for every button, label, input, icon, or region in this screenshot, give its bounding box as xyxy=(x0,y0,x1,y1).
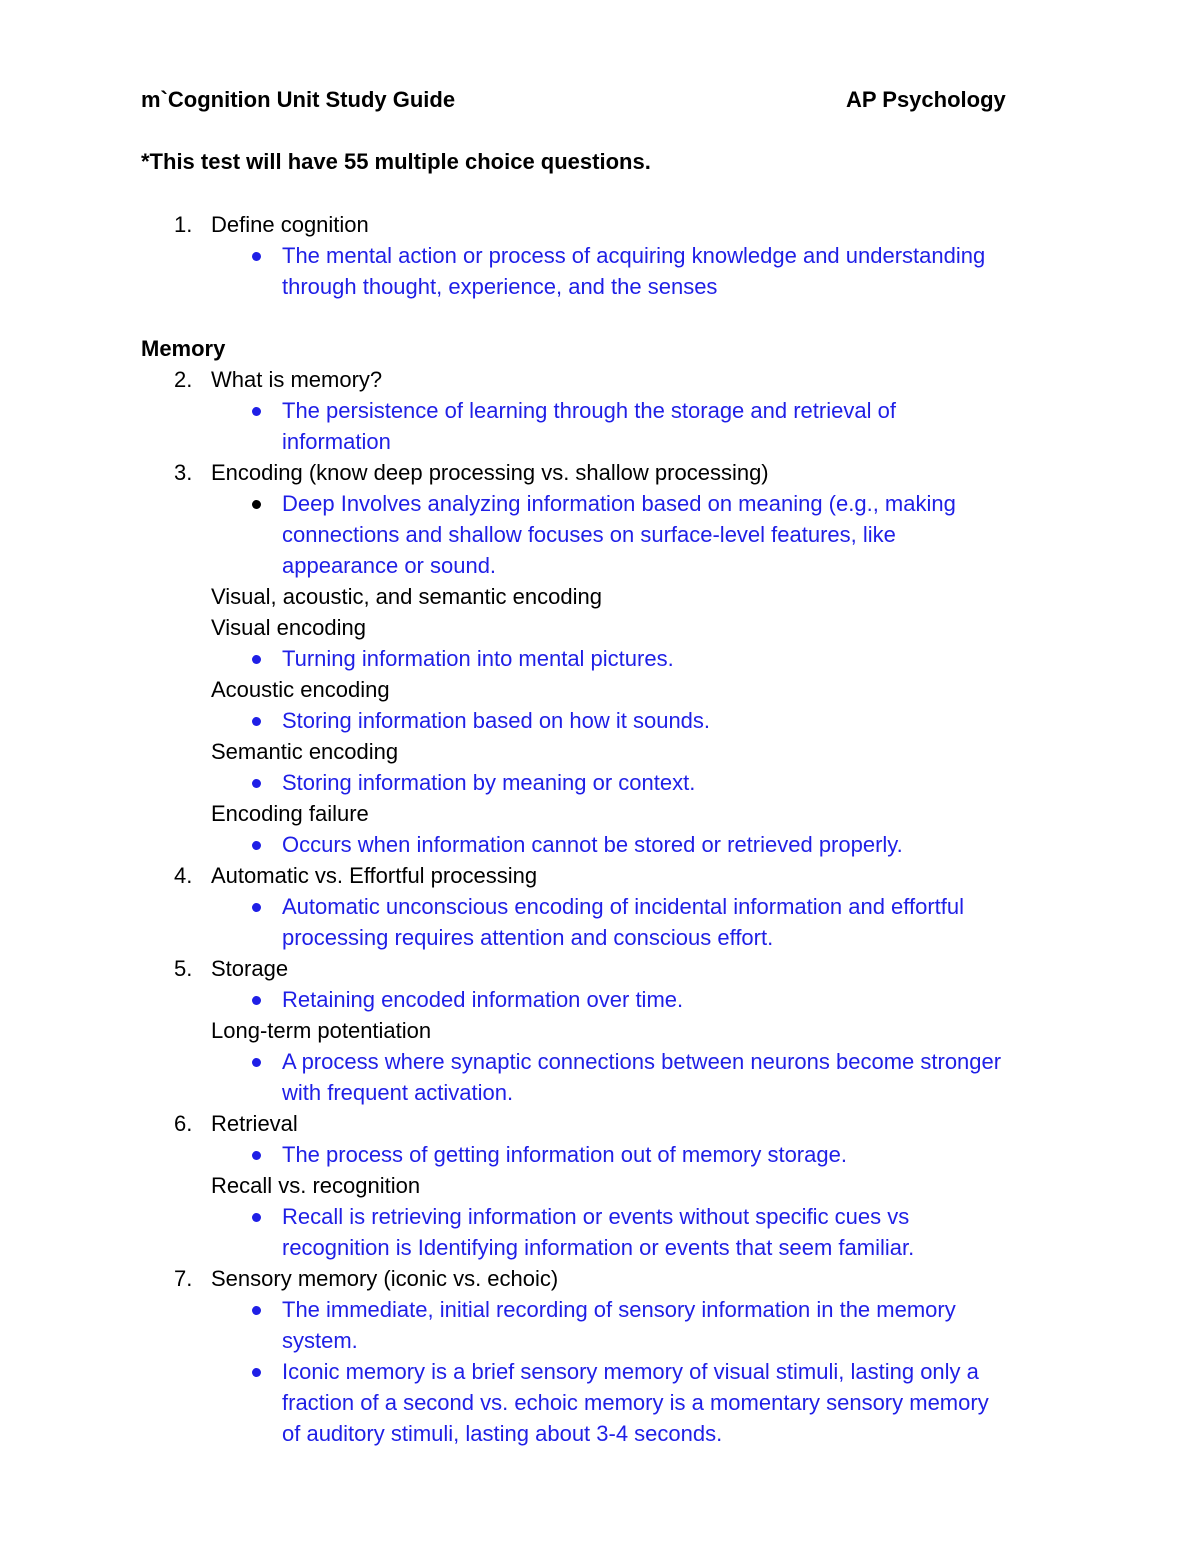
answer-item xyxy=(141,488,1081,519)
question-number: 7. xyxy=(174,1266,193,1291)
subtopic-label: Recall vs. recognition xyxy=(211,1173,421,1198)
answer-item xyxy=(141,643,1081,674)
answer-line: appearance or sound. xyxy=(282,553,497,578)
question-2 xyxy=(141,364,1081,395)
bullet-icon xyxy=(252,407,261,416)
answer-line: Automatic unconscious encoding of incidental information and effortful xyxy=(282,894,965,919)
question-number: 4. xyxy=(174,863,193,888)
bullet-icon xyxy=(252,996,261,1005)
subtopic-label: Long-term potentiation xyxy=(211,1018,432,1043)
answer-item xyxy=(141,1201,1081,1232)
bullet-icon xyxy=(252,655,261,664)
answer-line-cont xyxy=(141,922,1081,953)
answer-line-cont xyxy=(141,1418,1081,1449)
question-number: 6. xyxy=(174,1111,193,1136)
answer-line: connections and shallow focuses on surface-level features, like xyxy=(282,522,896,547)
question-text: Retrieval xyxy=(211,1111,298,1136)
answer-line: Iconic memory is a brief sensory memory of visual stimuli, lasting only a xyxy=(282,1359,979,1384)
subtopic xyxy=(141,736,1081,767)
answer-line-cont xyxy=(141,519,1081,550)
answer-item xyxy=(141,240,1081,271)
bullet-icon xyxy=(252,1213,261,1222)
subtopic xyxy=(141,798,1081,829)
answer-line-cont xyxy=(141,1077,1081,1108)
subtopic xyxy=(141,1015,1081,1046)
question-number: 1. xyxy=(174,212,193,237)
section-heading-memory: Memory xyxy=(141,336,226,361)
answer-item xyxy=(141,829,1081,860)
answer-item xyxy=(141,891,1081,922)
answer-line: Deep Involves analyzing information based on meaning (e.g., making xyxy=(282,491,956,516)
question-5 xyxy=(141,953,1081,984)
answer-line: Recall is retrieving information or events without specific cues vs xyxy=(282,1204,910,1229)
bullet-icon xyxy=(252,717,261,726)
subtopic-label: Semantic encoding xyxy=(211,739,399,764)
answer-line: Storing information based on how it sounds. xyxy=(282,708,711,733)
answer-line: information xyxy=(282,429,391,454)
answer-line-cont xyxy=(141,271,1081,302)
subtopic-label: Visual encoding xyxy=(211,615,366,640)
answer-line: system. xyxy=(282,1328,358,1353)
answer-line: recognition is Identifying information or events that seem familiar. xyxy=(282,1235,915,1260)
answer-line: with frequent activation. xyxy=(282,1080,514,1105)
answer-line-cont xyxy=(141,1325,1081,1356)
bullet-icon xyxy=(252,841,261,850)
question-number: 5. xyxy=(174,956,193,981)
answer-line: Occurs when information cannot be stored or retrieved properly. xyxy=(282,832,903,857)
test-note: *This test will have 55 multiple choice questions. xyxy=(141,149,651,174)
answer-line: processing requires attention and conscious effort. xyxy=(282,925,774,950)
answer-item xyxy=(141,705,1081,736)
question-3 xyxy=(141,457,1081,488)
answer-line: Storing information by meaning or context. xyxy=(282,770,696,795)
question-7 xyxy=(141,1263,1081,1294)
answer-line: of auditory stimuli, lasting about 3-4 seconds. xyxy=(282,1421,723,1446)
question-1 xyxy=(141,209,1081,240)
answer-line: The persistence of learning through the storage and retrieval of xyxy=(282,398,896,423)
answer-item xyxy=(141,984,1081,1015)
answer-line: fraction of a second vs. echoic memory is a momentary sensory memory xyxy=(282,1390,989,1415)
bullet-icon xyxy=(252,500,261,509)
subtopic xyxy=(141,612,1081,643)
course-name: AP Psychology xyxy=(846,87,1006,112)
bullet-icon xyxy=(252,1306,261,1315)
bullet-icon xyxy=(252,1058,261,1067)
question-text: What is memory? xyxy=(211,367,383,392)
answer-item xyxy=(141,1046,1081,1077)
bullet-icon xyxy=(252,903,261,912)
answer-line: The mental action or process of acquiring knowledge and understanding xyxy=(282,243,986,268)
answer-line: Turning information into mental pictures. xyxy=(282,646,674,671)
question-number: 3. xyxy=(174,460,193,485)
bullet-icon xyxy=(252,1151,261,1160)
study-guide-body xyxy=(141,209,1081,1449)
subtopic-label: Encoding failure xyxy=(211,801,369,826)
answer-item xyxy=(141,395,1081,426)
subtopic xyxy=(141,581,1081,612)
subtopic xyxy=(141,674,1081,705)
answer-line: The immediate, initial recording of sensory information in the memory xyxy=(282,1297,956,1322)
question-text: Define cognition xyxy=(211,212,369,237)
question-text: Automatic vs. Effortful processing xyxy=(211,863,538,888)
answer-line: through thought, experience, and the senses xyxy=(282,274,718,299)
subtopic-label: Visual, acoustic, and semantic encoding xyxy=(211,584,602,609)
bullet-icon xyxy=(252,779,261,788)
subtopic-label: Acoustic encoding xyxy=(211,677,390,702)
answer-item xyxy=(141,1139,1081,1170)
subtopic xyxy=(141,1170,1081,1201)
question-4 xyxy=(141,860,1081,891)
bullet-icon xyxy=(252,1368,261,1377)
question-text: Encoding (know deep processing vs. shallow processing) xyxy=(211,460,769,485)
answer-item xyxy=(141,1356,1081,1387)
answer-item xyxy=(141,767,1081,798)
question-text: Sensory memory (iconic vs. echoic) xyxy=(211,1266,559,1291)
question-text: Storage xyxy=(211,956,289,981)
answer-line: A process where synaptic connections between neurons become stronger xyxy=(282,1049,1002,1074)
answer-line-cont xyxy=(141,1232,1081,1263)
document-title: m`Cognition Unit Study Guide xyxy=(141,87,456,112)
answer-line: The process of getting information out of memory storage. xyxy=(282,1142,847,1167)
question-6 xyxy=(141,1108,1081,1139)
bullet-icon xyxy=(252,252,261,261)
answer-item xyxy=(141,1294,1081,1325)
answer-line: Retaining encoded information over time. xyxy=(282,987,684,1012)
question-number: 2. xyxy=(174,367,193,392)
answer-line-cont xyxy=(141,426,1081,457)
answer-line-cont xyxy=(141,1387,1081,1418)
answer-line-cont xyxy=(141,550,1081,581)
